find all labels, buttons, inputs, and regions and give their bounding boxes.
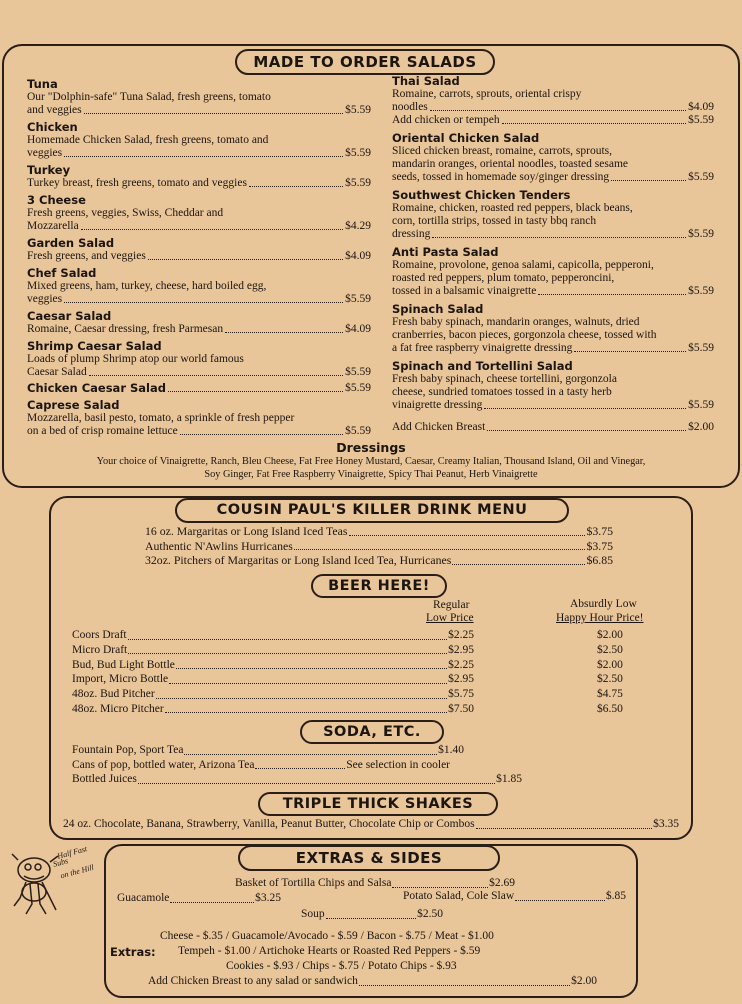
salad-price-row [392,114,714,127]
beer-happy-hour-price: $6.50 [597,702,623,715]
drink-row [145,524,613,539]
salad-name: Caesar Salad [27,309,112,323]
row-price: $5.75 [448,688,474,701]
row-price: $5.59 [688,342,714,354]
salad-price-row [392,342,714,355]
dressings-line-1: Your choice of Vinaigrette, Ranch, Bleu Cheese, Fat Free Honey Mustard, Caesar, Creamy Italian, Thousand Island, Oil and Vinegar, [96,456,646,467]
salad-name: Anti Pasta Salad [392,245,499,259]
dot-leader [84,104,344,114]
extras-line-1: Cheese - $.35 / Guacamole/Avocado - $.59 / Bacon - $.75 / Meat - $1.00 [160,930,494,942]
dot-leader [611,171,686,181]
beer-title: BEER HERE! [311,574,447,598]
row-price: $6.85 [586,553,613,567]
beer-price-row [72,643,474,658]
beer-row [72,672,632,687]
dot-leader [484,399,686,409]
dressings-title: Dressings [336,440,406,455]
extras-line-2: Tempeh - $1.00 / Artichoke Hearts or Roasted Red Peppers - $.59 [178,945,481,957]
row-label: 32oz. Pitchers of Margaritas or Long Island Iced Tea, Hurricanes [145,553,452,567]
soda-list [72,743,522,787]
salad-desc: Romaine, carrots, sprouts, oriental crispy [392,88,582,100]
extras-title: EXTRAS & SIDES [238,845,500,871]
dot-leader [502,114,687,124]
dot-leader [255,758,345,770]
salad-name: Spinach Salad [392,302,484,316]
row-label: Bottled Juices [72,773,137,785]
half-fast-subs-logo-icon [4,840,104,920]
salad-price-row [392,101,714,114]
beer-happy-hour-price: $2.00 [597,629,623,641]
beer-price-row [72,628,474,643]
salad-name: Spinach and Tortellini Salad [392,359,573,373]
soup-row: Soup $2.50 [301,908,443,920]
soda-row [72,758,450,773]
salad-name-row [27,382,371,395]
salad-item [392,245,714,298]
dot-leader [180,425,343,435]
dot-leader [128,643,447,655]
row-price: See selection in cooler [346,758,450,771]
row-price: $1.40 [438,744,464,756]
salad-price-row [392,399,714,412]
soda-row [72,772,522,787]
row-price: $4.29 [345,220,371,232]
dot-leader [349,524,586,536]
salad-name: Southwest Chicken Tenders [392,188,571,202]
row-price: $4.09 [345,323,371,335]
beer-happy-hour-price: $2.00 [597,658,623,671]
dot-leader [156,687,447,699]
row-label: noodles [392,101,428,113]
beer-happy-hour-price: $2.50 [597,643,623,656]
row-label: Chicken Caesar Salad [27,381,166,395]
extras-line-3: Cookies - $.93 / Chips - $.75 / Potato Chips - $.93 [226,960,457,972]
dot-leader [64,147,343,157]
beer-row [72,702,632,717]
row-label: and veggies [27,104,82,116]
beer-row [72,628,632,643]
salad-desc: mandarin oranges, oriental noodles, toasted sesame [392,158,628,170]
salad-desc: Fresh greens, veggies, Swiss, Cheddar and [27,207,224,219]
row-price: $5.59 [688,114,714,126]
dot-leader [538,285,686,295]
row-label: Import, Micro Bottle [72,673,169,686]
row-price: $5.59 [688,171,714,183]
row-label: Turkey breast, fresh greens, tomato and veggies [27,177,247,189]
beer-price-row [72,702,474,717]
salad-item [27,236,371,263]
row-label: 48oz. Bud Pitcher [72,688,155,701]
row-label: Mozzarella [27,220,79,232]
guacamole-row: Guacamole $3.25 [117,892,281,904]
row-label: on a bed of crisp romaine lettuce [27,425,178,437]
row-price: $5.59 [688,228,714,240]
row-label: Add chicken or tempeh [392,114,500,126]
salad-item [392,359,714,412]
salad-item [392,74,714,127]
logo-text-subs: Subs [52,856,70,869]
row-price: $5.59 [345,293,371,305]
row-price: $3.75 [586,524,613,538]
salad-name: Chicken [27,120,78,134]
salad-price-row [392,285,714,298]
dot-leader [148,250,343,260]
shakes-title: TRIPLE THICK SHAKES [258,792,498,816]
row-label: dressing [392,228,431,240]
soda-row [72,743,464,758]
row-price: $5.59 [345,147,371,159]
beer-price-row [72,658,474,673]
salad-desc: Fresh baby spinach, mandarin oranges, walnuts, dried [392,316,640,328]
salad-price-row [392,228,714,241]
add-chicken-sandwich-row: Add Chicken Breast to any salad or sandwich $2.00 [148,975,597,987]
dot-leader [452,553,585,565]
salad-desc: Loads of plump Shrimp atop our world famous [27,353,244,365]
dot-leader [138,772,495,784]
drink-row [145,539,613,554]
beer-header-absurdly-low: Absurdly Low [570,598,637,610]
row-label: Micro Draft [72,643,128,656]
drink-list [145,524,613,568]
logo-text-on-the-hill: on the Hill [59,862,95,881]
row-price: $4.09 [688,101,714,113]
salad-price-row [27,177,371,190]
beer-row [72,658,632,673]
row-label: a fat free raspberry vinaigrette dressing [392,342,573,354]
row-label: Fresh greens, and veggies [27,250,146,262]
drinks-title: COUSIN PAUL'S KILLER DRINK MENU [175,498,569,523]
row-price: $2.95 [448,673,474,686]
row-price: $5.59 [688,285,714,297]
beer-price-row [72,687,474,702]
salad-desc: Romaine, chicken, roasted red peppers, black beans, [392,202,633,214]
salad-item [27,309,371,336]
salad-name: Caprese Salad [27,398,120,412]
chips-salsa-row: Basket of Tortilla Chips and Salsa $2.69 [235,877,515,889]
salad-price-row [27,104,371,117]
drink-row [145,553,613,568]
salad-item [392,131,714,184]
dot-leader [165,702,447,714]
row-label: Romaine, Caesar dressing, fresh Parmesan [27,323,224,335]
salad-price-row [392,171,714,184]
row-price: $7.50 [448,702,474,715]
salad-desc: Mozzarella, basil pesto, tomato, a sprinkle of fresh pepper [27,412,295,424]
salad-price-row [27,323,371,336]
salad-desc: cranberries, bacon pieces, gorgonzola cheese, tossed with [392,329,657,341]
dot-leader [432,228,686,238]
salad-name: Thai Salad [392,74,460,88]
soda-title: SODA, ETC. [300,720,444,744]
salad-desc: roasted red peppers, plum tomato, pepperoncini, [392,272,615,284]
row-label: veggies [27,293,63,305]
row-price: $5.59 [345,382,371,394]
shakes-row: 24 oz. Chocolate, Banana, Strawberry, Vanilla, Peanut Butter, Chocolate Chip or Combos $3.35 [63,818,679,830]
row-label: vinaigrette dressing [392,399,483,411]
extras-label: Extras: [110,945,156,959]
salad-item [392,188,714,241]
salad-desc: Our "Dolphin-safe" Tuna Salad, fresh greens, tomato [27,91,271,103]
beer-header-regular: Regular [433,599,470,611]
beer-list [72,628,632,717]
dot-leader [225,323,343,333]
add-chicken-breast-row: Add Chicken Breast $2.00 [392,421,714,433]
salad-price-row [27,147,371,160]
salad-item [27,120,371,160]
row-price: $5.59 [345,104,371,116]
dressings-line-2: Soy Ginger, Fat Free Raspberry Vinaigrette, Spicy Thai Peanut, Herb Vinaigrette [204,469,538,480]
dot-leader [169,672,447,684]
salads-right-column [392,74,714,416]
beer-header-happy-hour: Happy Hour Price! [556,612,644,624]
beer-row [72,643,632,658]
dot-leader [89,366,343,376]
beer-price-row [72,672,474,687]
row-label: Bud, Bud Light Bottle [72,658,175,671]
salad-desc: cheese, sundried tomatoes tossed in a tasty herb [392,386,612,398]
beer-happy-hour-price: $4.75 [597,688,623,701]
dot-leader [64,293,343,303]
dot-leader [176,658,447,670]
salad-desc: Mixed greens, ham, turkey, cheese, hard boiled egg, [27,280,267,292]
row-price: $5.59 [345,177,371,189]
row-price: $2.95 [448,643,474,656]
salad-price-row [27,366,371,379]
row-label: Fountain Pop, Sport Tea [72,744,184,756]
salads-title: MADE TO ORDER SALADS [235,49,495,75]
beer-row [72,687,632,702]
row-label: 48oz. Micro Pitcher [72,702,164,715]
row-price: $1.85 [496,773,522,785]
row-price: $5.59 [345,425,371,437]
row-price: $3.75 [586,538,613,553]
salad-desc: Romaine, provolone, genoa salami, capicolla, pepperoni, [392,259,654,271]
row-price: $4.09 [345,250,371,262]
row-label: Coors Draft [72,629,127,641]
salad-item [27,266,371,306]
salad-desc: corn, tortilla strips, tossed in tasty bbq ranch [392,215,597,227]
potato-salad-row: Potato Salad, Cole Slaw $.85 [403,890,626,902]
row-label: Cans of pop, bottled water, Arizona Tea [72,758,255,771]
dot-leader [128,628,448,640]
salad-price-row [27,220,371,233]
salads-left-column [27,77,371,441]
dot-leader [184,743,437,755]
logo-text-half-fast: Half Fast [56,844,89,861]
dot-leader [574,342,686,352]
salad-item [27,382,371,395]
beer-header-low-price: Low Price [426,612,474,624]
dot-leader [168,382,343,392]
salad-item [27,77,371,117]
row-price: $2.25 [448,629,474,641]
salad-name: Garden Salad [27,236,115,250]
beer-happy-hour-price: $2.50 [597,673,623,686]
salad-item [27,398,371,438]
dot-leader [81,220,343,230]
salad-price-row [27,425,371,438]
row-label: seeds, tossed in homemade soy/ginger dressing [392,171,610,183]
salad-item [392,302,714,355]
row-price: $5.59 [688,399,714,411]
row-label: veggies [27,147,63,159]
row-label: 16 oz. Margaritas or Long Island Iced Teas [145,524,348,538]
salad-desc: Homemade Chicken Salad, fresh greens, tomato and [27,134,269,146]
salad-price-row [27,250,371,263]
salad-name: Turkey [27,163,71,177]
row-label: Caesar Salad [27,366,87,378]
row-price: $5.59 [345,366,371,378]
salad-desc: Fresh baby spinach, cheese tortellini, gorgonzola [392,373,617,385]
dot-leader [430,101,686,111]
salad-item [27,163,371,190]
row-price: $2.25 [448,658,474,671]
dot-leader [249,177,343,187]
salad-name: Oriental Chicken Salad [392,131,540,145]
salad-item [27,193,371,233]
salad-item [27,339,371,379]
salad-name: Shrimp Caesar Salad [27,339,162,353]
salad-desc: Sliced chicken breast, romaine, carrots, sprouts, [392,145,613,157]
salad-name: Chef Salad [27,266,97,280]
salad-name: 3 Cheese [27,193,86,207]
salad-price-row [27,293,371,306]
row-label: tossed in a balsamic vinaigrette [392,285,537,297]
dot-leader [294,539,586,551]
row-label: Authentic N'Awlins Hurricanes [145,538,293,553]
salad-name: Tuna [27,77,58,91]
